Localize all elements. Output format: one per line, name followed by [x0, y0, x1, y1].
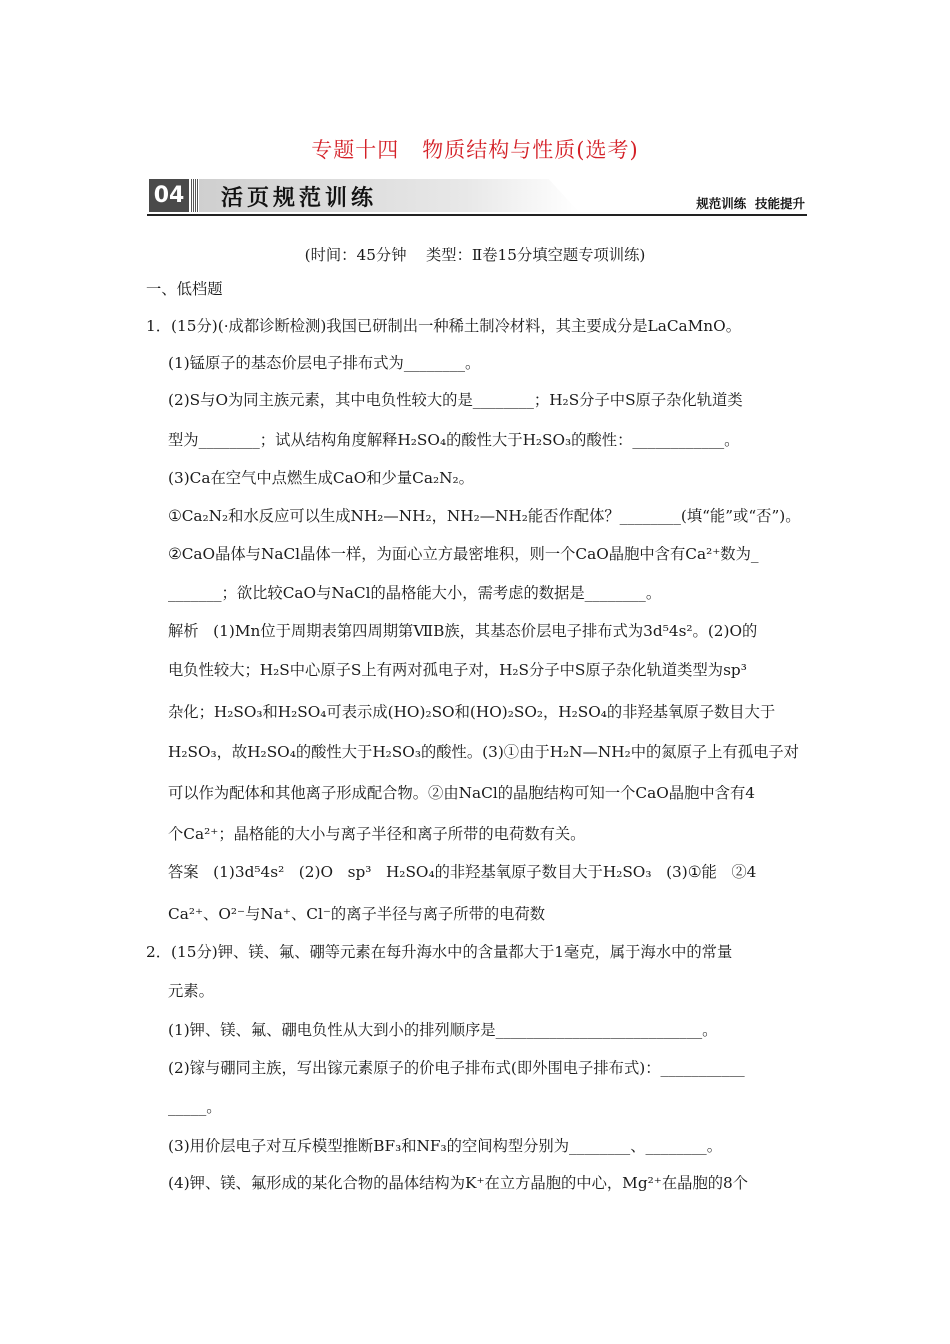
text-line: 一、低档题 — [146, 280, 223, 298]
text-line: _____。 — [168, 1098, 222, 1116]
text-line: 1．(15分)(·成都诊断检测)我国已研制出一种稀土制冷材料，其主要成分是LaCaMnO。 — [146, 317, 741, 335]
text-line: (2)S与O为同主族元素，其中电负性较大的是________；H₂S分子中S原子杂化轨道类 — [168, 391, 743, 409]
text-line: 个Ca²⁺；晶格能的大小与离子半径和离子所带的电荷数有关。 — [168, 825, 586, 843]
text-line: 电负性较大；H₂S中心原子S上有两对孤电子对，H₂S分子中S原子杂化轨道类型为sp³ — [168, 661, 747, 679]
text-line: (4)钾、镁、氟形成的某化合物的晶体结构为K⁺在立方晶胞的中心，Mg²⁺在晶胞的8个 — [168, 1174, 749, 1192]
section-tagline: 规范训练 技能提升 — [696, 196, 805, 211]
text-line: Ca²⁺、O²⁻与Na⁺、Cl⁻的离子半径与离子所带的电荷数 — [168, 905, 546, 923]
text-line: _______；欲比较CaO与NaCl的晶格能大小，需考虑的数据是________。 — [168, 584, 662, 602]
text-line: ①Ca₂N₂和水反应可以生成NH₂—NH₂，NH₂—NH₂能否作配体？________(填“能”或“否”)。 — [168, 507, 801, 525]
page-title: 专题十四 物质结构与性质(选考) — [311, 138, 639, 162]
text-line: 型为________；试从结构角度解释H₂SO₄的酸性大于H₂SO₃的酸性：____________。 — [168, 431, 740, 449]
section-heading: 活页规范训练 — [221, 186, 378, 211]
text-line: (1)钾、镁、氟、硼电负性从大到小的排列顺序是___________________________。 — [168, 1021, 718, 1039]
banner-divider — [147, 214, 807, 216]
section-number: 04 — [149, 179, 189, 212]
text-line: 2．(15分)钾、镁、氟、硼等元素在每升海水中的含量都大于1毫克，属于海水中的常量 — [146, 943, 733, 961]
section-banner — [147, 178, 807, 216]
text-line: 答案 (1)3d⁵4s² (2)O sp³ H₂SO₄的非羟基氧原子数目大于H₂SO₃ (3)①能 ②4 — [168, 863, 757, 881]
text-line: ②CaO晶体与NaCl晶体一样，为面心立方最密堆积，则一个CaO晶胞中含有Ca²⁺数为_ — [168, 545, 759, 563]
text-line: H₂SO₃，故H₂SO₄的酸性大于H₂SO₃的酸性。(3)①由于H₂N—NH₂中的氮原子上有孤电子对 — [168, 743, 799, 761]
text-line: (3)Ca在空气中点燃生成CaO和少量Ca₂N₂。 — [168, 469, 474, 487]
text-line: (3)用价层电子对互斥模型推断BF₃和NF₃的空间构型分别为________、________。 — [168, 1137, 722, 1155]
text-line: 可以作为配体和其他离子形成配合物。②由NaCl的晶胞结构可知一个CaO晶胞中含有4 — [168, 784, 755, 802]
text-line: (2)镓与硼同主族，写出镓元素原子的价电子排布式(即外围电子排布式)：___________ — [168, 1059, 745, 1077]
text-line: 元素。 — [168, 982, 214, 1000]
banner-stripe — [191, 179, 199, 212]
text-line: (时间：45分钟 类型：Ⅱ卷15分填空题专项训练) — [304, 246, 646, 264]
text-line: (1)锰原子的基态价层电子排布式为________。 — [168, 354, 481, 372]
text-line: 解析 (1)Mn位于周期表第四周期第ⅦB族，其基态价层电子排布式为3d⁵4s²。(2)O的 — [168, 622, 758, 640]
text-line: 杂化；H₂SO₃和H₂SO₄可表示成(HO)₂SO和(HO)₂SO₂，H₂SO₄的非羟基氧原子数目大于 — [168, 703, 776, 721]
